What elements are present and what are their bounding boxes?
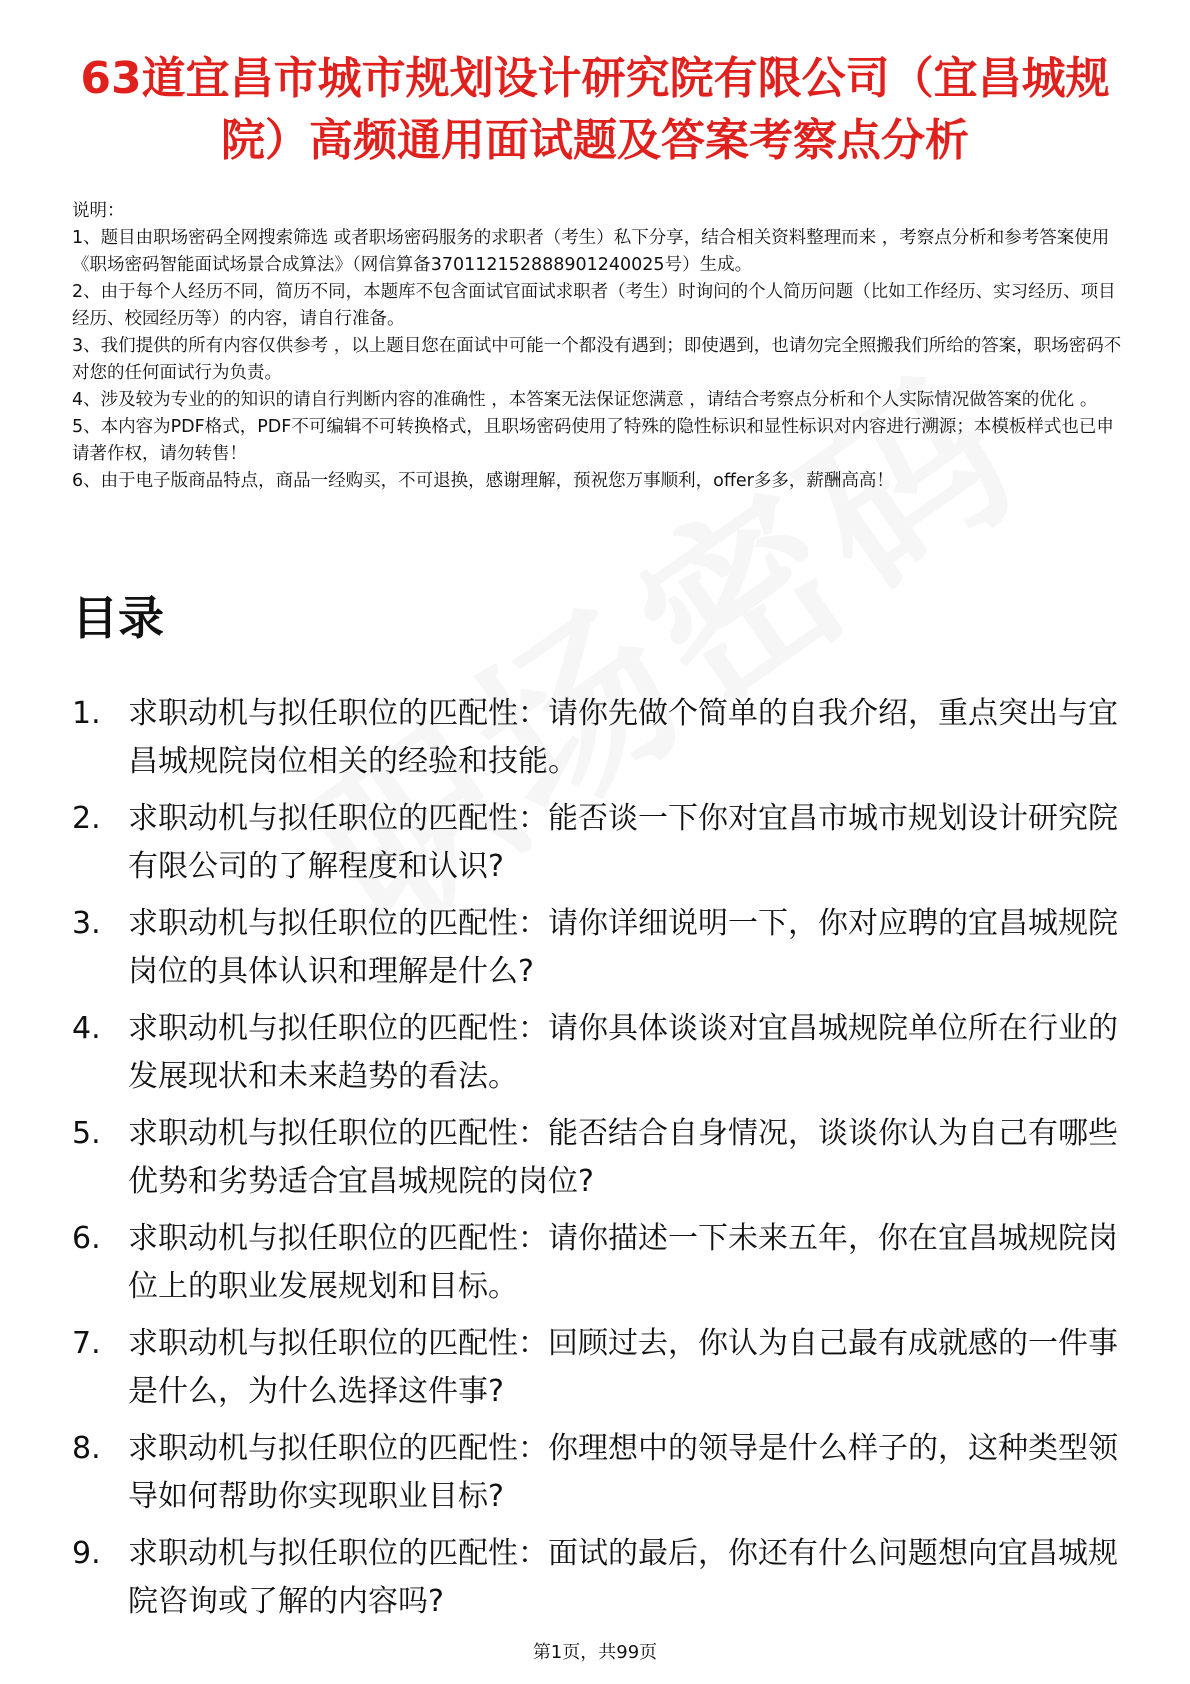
notes-heading: 说明： (72, 201, 125, 221)
toc-item-text: 求职动机与拟任职位的匹配性：面试的最后，你还有什么问题想向宜昌城规院咨询或了解的内容吗? (128, 1536, 1118, 1619)
toc-item[interactable] (72, 1005, 1122, 1101)
note-item-5: 5、本内容为PDF格式，PDF不可编辑不可转换格式，且职场密码使用了特殊的隐性标识和显性标识对内容进行溯源；本模板样式也已申请著作权，请勿转售！ (72, 417, 1114, 464)
toc-item-number: 9. (72, 1536, 101, 1571)
toc-item-text: 求职动机与拟任职位的匹配性：请你先做个简单的自我介绍，重点突出与宜昌城规院岗位相关的经验和技能。 (128, 696, 1118, 779)
toc-list (72, 690, 1122, 1635)
toc-item-text: 求职动机与拟任职位的匹配性：回顾过去，你认为自己最有成就感的一件事是什么，为什么选择这件事? (128, 1326, 1118, 1409)
toc-heading: 目录 (72, 591, 164, 645)
toc-item-number: 8. (72, 1431, 101, 1466)
toc-item[interactable] (72, 1425, 1122, 1521)
note-item-6: 6、由于电子版商品特点，商品一经购买，不可退换，感谢理解，预祝您万事顺利，offer多多，薪酬高高！ (72, 471, 894, 491)
document-title: 63道宜昌市城市规划设计研究院有限公司（宜昌城规院）高频通用面试题及答案考察点分析 (80, 53, 1110, 166)
toc-item-number: 2. (72, 801, 101, 836)
toc-item-text: 求职动机与拟任职位的匹配性：请你详细说明一下，你对应聘的宜昌城规院岗位的具体认识和理解是什么? (128, 906, 1118, 989)
toc-item-text: 求职动机与拟任职位的匹配性：能否谈一下你对宜昌市城市规划设计研究院有限公司的了解程度和认识? (128, 801, 1118, 884)
toc-item-text: 求职动机与拟任职位的匹配性：请你描述一下未来五年，你在宜昌城规院岗位上的职业发展规划和目标。 (128, 1221, 1118, 1304)
toc-item[interactable] (72, 1530, 1122, 1626)
toc-item[interactable] (72, 900, 1122, 996)
toc-item[interactable] (72, 690, 1122, 786)
toc-item-number: 6. (72, 1221, 101, 1256)
toc-item-number: 7. (72, 1326, 101, 1361)
toc-item-number: 1. (72, 696, 101, 731)
toc-item[interactable] (72, 795, 1122, 891)
toc-item[interactable] (72, 1215, 1122, 1311)
toc-item[interactable] (72, 1320, 1122, 1416)
toc-item-number: 4. (72, 1011, 101, 1046)
toc-item[interactable] (72, 1110, 1122, 1206)
note-item-4: 4、涉及较为专业的的知识的请自行判断内容的准确性 ，本答案无法保证您满意 ，请结合考察点分析和个人实际情况做答案的优化 。 (72, 390, 1098, 410)
toc-item-number: 3. (72, 906, 101, 941)
note-item-1: 1、题目由职场密码全网搜索筛选 或者职场密码服务的求职者（考生）私下分享，结合相关资料整理而来 ，考察点分析和参考答案使用《职场密码智能面试场景合成算法》（网信算备370112152888901240025号）生成。 (72, 228, 1110, 275)
note-item-2: 2、由于每个人经历不同，简历不同，本题库不包含面试官面试求职者（考生）时询问的个人简历问题（比如工作经历、实习经历、项目经历、校园经历等）的内容，请自行准备。 (72, 282, 1116, 329)
notes-section (72, 198, 1122, 495)
note-item-3: 3、我们提供的所有内容仅供参考 ，以上题目您在面试中可能一个都没有遇到；即使遇到，也请勿完全照搬我们所给的答案，职场密码不对您的任何面试行为负责。 (72, 336, 1122, 383)
toc-item-text: 求职动机与拟任职位的匹配性：能否结合自身情况，谈谈你认为自己有哪些优势和劣势适合宜昌城规院的岗位? (128, 1116, 1118, 1199)
toc-item-text: 求职动机与拟任职位的匹配性：你理想中的领导是什么样子的，这种类型领导如何帮助你实现职业目标? (128, 1431, 1118, 1514)
page-footer: 第1页，共99页 (532, 1642, 658, 1663)
toc-item-number: 5. (72, 1116, 101, 1151)
toc-item-text: 求职动机与拟任职位的匹配性：请你具体谈谈对宜昌城规院单位所在行业的发展现状和未来趋势的看法。 (128, 1011, 1118, 1094)
